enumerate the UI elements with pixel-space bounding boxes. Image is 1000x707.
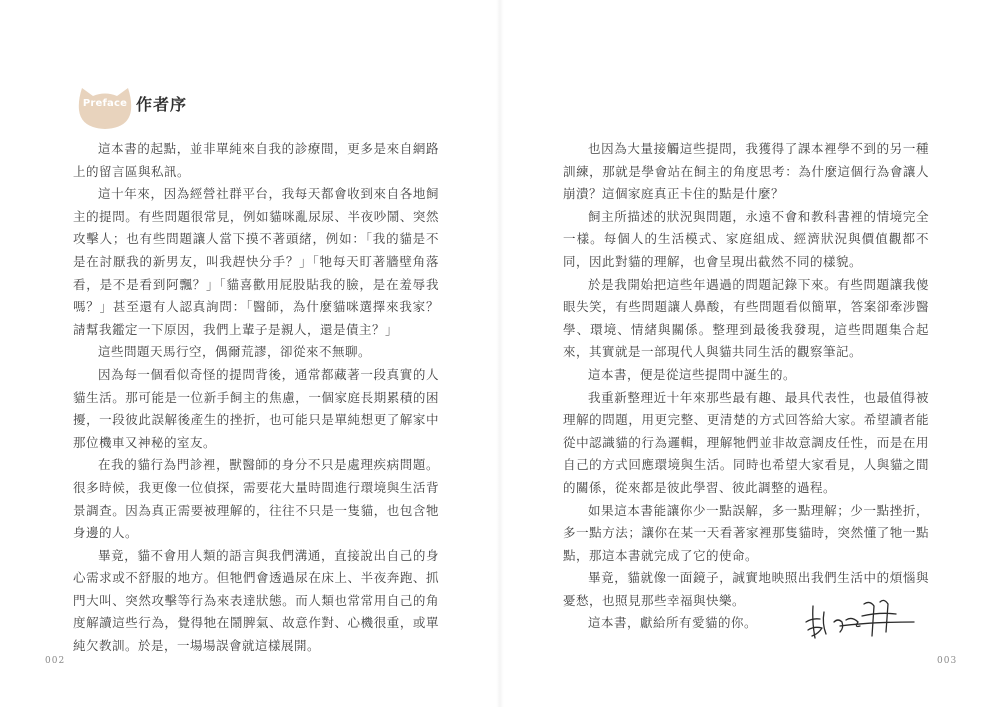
paragraph: 我重新整理近十年來那些最有趣、最具代表性，也最值得被理解的問題，用更完整、更清楚的方式回答給大家。希望讀者能從中認識貓的行為邏輯，理解牠們並非故意調皮任性，而是在用自己的方式回應環境與生活。同時也希望大家看見，人與貓之間的關係，從來都是彼此學習、彼此調整的過程。 — [563, 389, 929, 495]
page-title: 作者序 — [136, 95, 188, 114]
paragraph: 在我的貓行為門診裡，獸醫師的身分不只是處理疾病問題。很多時候，我更像一位偵探，需要花大量時間進行環境與生活背景調查。因為真正需要被理解的，往往不只是一隻貓，也包含牠身邊的人。 — [73, 457, 439, 541]
paragraph: 這本書，便是從這些提問中誕生的。 — [588, 366, 797, 382]
author-signature — [800, 592, 918, 644]
paragraph: 飼主所描述的狀況與問題，永遠不會和教科書裡的情境完全一樣。每個人的生活模式、家庭組成、經濟狀況與價值觀都不同，因此對貓的理解，也會呈現出截然不同的樣貌。 — [563, 208, 929, 269]
page-number-left: 002 — [45, 656, 66, 666]
paragraph: 這本書，獻給所有愛貓的你。 — [588, 615, 758, 631]
paragraph: 這些問題天馬行空，偶爾荒謬，卻從來不無聊。 — [98, 344, 372, 360]
right-page-body — [563, 138, 929, 635]
paragraph: 如果這本書能讓你少一點誤解，多一點理解；少一點挫折，多一點方法；讓你在某一天看著家裡那隻貓時，突然懂了牠一點點，那這本書就完成了它的使命。 — [563, 502, 929, 563]
left-page-body — [73, 138, 439, 658]
paragraph: 於是我開始把這些年遇過的問題記錄下來。有些問題讓我傻眼失笑，有些問題讓人鼻酸，有些問題看似簡單，答案卻牽涉醫學、環境、情緒與關係。整理到最後我發現，這些問題集合起來，其實就是一部現代人與貓共同生活的觀察筆記。 — [563, 276, 929, 360]
paragraph: 也因為大量接觸這些提問，我獲得了課本裡學不到的另一種訓練，那就是學會站在飼主的角度思考：為什麼這個行為會讓人崩潰？這個家庭真正卡住的點是什麼？ — [563, 141, 929, 202]
page-number-right: 003 — [937, 656, 958, 666]
preface-cat-badge — [76, 78, 134, 132]
paragraph: 畢竟，貓就像一面鏡子，誠實地映照出我們生活中的煩惱與憂愁，也照見那些幸福與快樂。 — [563, 570, 929, 608]
paragraph: 這十年來，因為經營社群平台，我每天都會收到來自各地飼主的提問。有些問題很常見，例如貓咪亂尿尿、半夜吵鬧、突然攻擊人；也有些問題讓人當下摸不著頭緒，例如：「我的貓是不是在討厭我的新男友，叫我趕快分手？」「牠每天盯著牆壁角落看，是不是看到阿飄？」「貓喜歡用屁股貼我的臉，是在羞辱我嗎？」甚至還有人認真詢問：「醫師，為什麼貓咪選擇來我家？請幫我鑑定一下原因，我們上輩子是親人，還是債主？」 — [73, 186, 439, 337]
paragraph: 這本書的起點，並非單純來自我的診療間，更多是來自網路上的留言區與私訊。 — [73, 141, 439, 179]
page-gutter — [496, 0, 504, 707]
paragraph: 因為每一個看似奇怪的提問背後，通常都藏著一段真實的人貓生活。那可能是一位新手飼主的焦慮，一個家庭長期累積的困擾，一段彼此誤解後產生的挫折，也可能只是單純想更了解家中那位機車又神秘的室友。 — [73, 366, 439, 450]
badge-label: Preface — [82, 98, 128, 109]
paragraph: 畢竟，貓不會用人類的語言與我們溝通，直接說出自己的身心需求或不舒服的地方。但牠們會透過尿在床上、半夜奔跑、抓門大叫、突然攻擊等行為來表達狀態。而人類也常常用自己的角度解讀這些行為，覺得牠在鬧脾氣、故意作對、心機很重，或單純欠教訓。於是，一場場誤會就這樣展開。 — [73, 547, 439, 654]
